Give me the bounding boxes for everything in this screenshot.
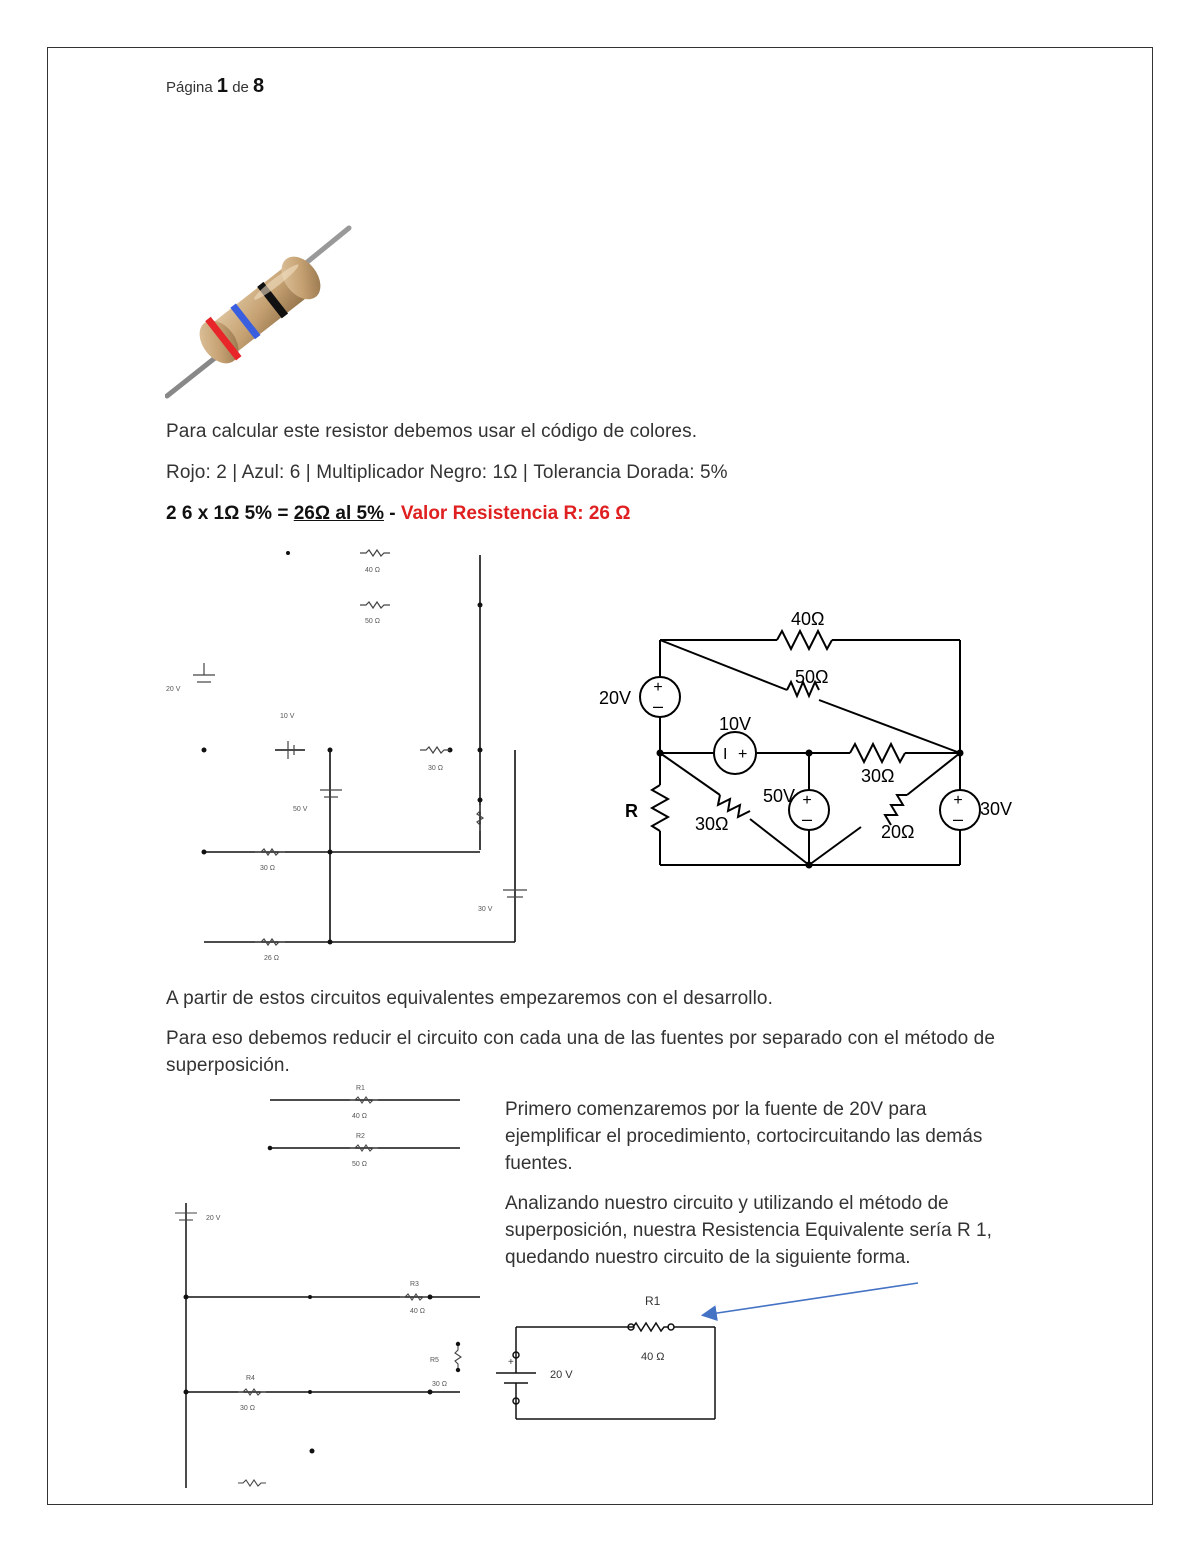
sim1-label-v50: 50 V: [293, 806, 308, 813]
label-r: R: [625, 801, 638, 821]
reduced-circuit: [488, 1275, 948, 1450]
formula-line: 2 6 x 1Ω 5% = 26Ω al 5% - Valor Resistencia R: 26 Ω: [166, 503, 631, 524]
side-paragraph-1: Primero comenzaremos por la fuente de 20V para ejemplificar el procedimiento, cortocircuitando las demás fuentes.: [505, 1099, 983, 1174]
sim2-label-r4-val: 30 Ω: [240, 1405, 255, 1412]
sim2-label-r3: R3: [410, 1281, 419, 1288]
sim2-label-v20: 20 V: [206, 1215, 221, 1222]
sim2-label-r5-val: 30 Ω: [432, 1381, 447, 1388]
sim1-label-v30: 30 V: [478, 906, 493, 913]
sim1-label-r30a: 30 Ω: [428, 765, 443, 772]
label-30v: 30V: [980, 799, 1013, 819]
sim1-label-r30b: 30 Ω: [260, 865, 275, 872]
svg-text:+: +: [738, 746, 748, 763]
svg-text:+: +: [508, 1357, 514, 1368]
final-label-r1-val: 40 Ω: [641, 1351, 665, 1363]
simulator-circuit-2: [160, 1078, 490, 1498]
svg-text:I: I: [723, 746, 728, 763]
sim2-label-r5: R5: [430, 1357, 439, 1364]
intro-line-2: Rojo: 2 | Azul: 6 | Multiplicador Negro: 1Ω | Tolerancia Dorada: 5%: [166, 462, 728, 483]
sim1-label-v20: 20 V: [166, 686, 181, 693]
label-20-ohm: 20Ω: [881, 822, 915, 842]
sim2-label-r4: R4: [246, 1375, 255, 1382]
paragraph-2: Para eso debemos reducir el circuito con cada una de las fuentes por separado con el método de superposición.: [166, 1028, 996, 1076]
sim1-label-r40: 40 Ω: [365, 567, 380, 574]
svg-text:–: –: [952, 809, 964, 829]
svg-text:+: +: [653, 679, 663, 696]
simulator-circuit-1: [160, 545, 540, 965]
svg-text:+: +: [953, 792, 963, 809]
sim2-label-r1-val: 40 Ω: [352, 1113, 367, 1120]
sim2-label-r2: R2: [356, 1133, 365, 1140]
pointer-arrow: [704, 1283, 918, 1315]
svg-text:+: +: [802, 792, 812, 809]
label-10v: 10V: [719, 714, 752, 734]
circuit-diagram: [595, 605, 1035, 875]
sim2-label-r2-val: 50 Ω: [352, 1161, 367, 1168]
label-50v: 50V: [763, 786, 796, 806]
page-number: Página 1 de 8: [166, 75, 265, 97]
label-20v: 20V: [599, 688, 632, 708]
paragraph-1: A partir de estos circuitos equivalentes empezaremos con el desarrollo.: [166, 988, 773, 1009]
sim1-label-r26: 26 Ω: [264, 955, 279, 962]
sim1-label-v10: 10 V: [280, 713, 295, 720]
label-40-ohm: 40Ω: [791, 609, 825, 629]
final-label-v20: 20 V: [550, 1369, 573, 1381]
label-50-ohm: 50Ω: [795, 667, 829, 687]
side-paragraph-2: Analizando nuestro circuito y utilizando el método de superposición, nuestra Resistencia Equivalente sería R 1, quedando nuestro circuito de la siguiente forma.: [505, 1193, 992, 1268]
resistor-image: [165, 222, 355, 400]
sim2-label-r1: R1: [356, 1085, 365, 1092]
sim2-label-r3-val: 40 Ω: [410, 1308, 425, 1315]
svg-text:–: –: [801, 809, 813, 829]
svg-text:–: –: [652, 696, 664, 716]
final-label-r1: R1: [645, 1294, 661, 1308]
label-30-ohm-b: 30Ω: [695, 814, 729, 834]
intro-line-1: Para calcular este resistor debemos usar el código de colores.: [166, 421, 698, 442]
label-30-ohm-a: 30Ω: [861, 766, 895, 786]
sim1-label-r50: 50 Ω: [365, 618, 380, 625]
